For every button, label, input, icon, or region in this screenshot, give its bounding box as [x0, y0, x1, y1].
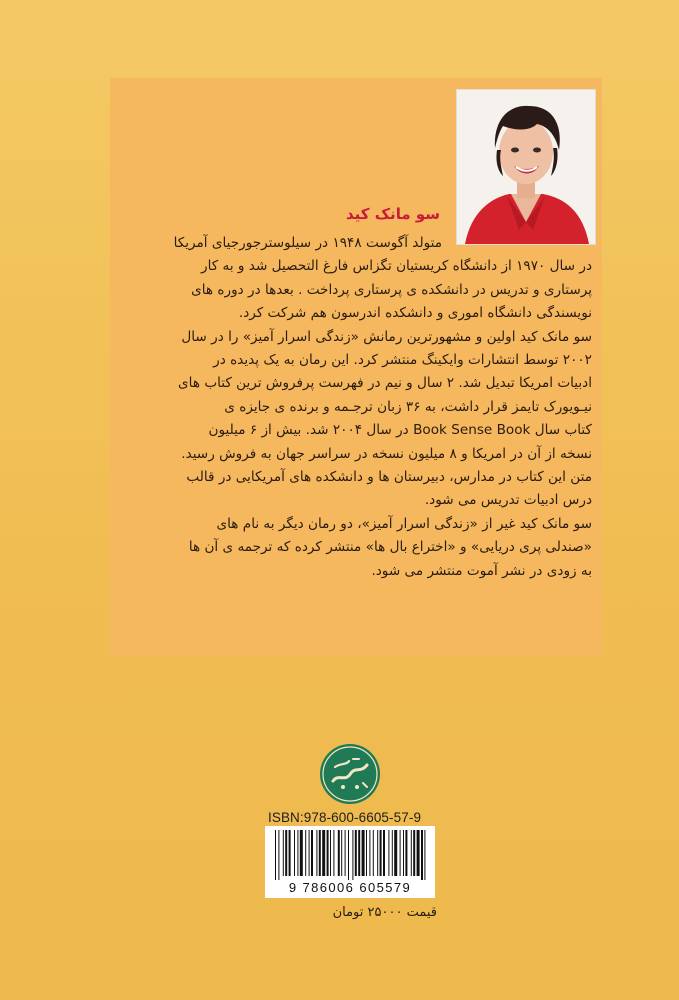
publisher-seal-icon [319, 743, 381, 805]
bio-line: کتاب سال Book Sense Book در سال ۲۰۰۴ شد. بیش از ۶ میلیون [208, 422, 592, 439]
isbn-label: ISBN:978-600-6605-57-9 [268, 810, 422, 825]
barcode-digits: 9 786006 605579 [288, 880, 412, 895]
barcode-bars-icon [265, 826, 435, 882]
bio-line: متن این کتاب در مدارس، دبیرستان ها و دانشکده های آمریکایی در قالب [186, 469, 592, 486]
bio-line: سو مانک کید غیر از «زندگی اسرار آمیز»، دو رمان دیگر به نام های [216, 515, 592, 532]
author-biography [120, 232, 592, 583]
bio-line: ۲۰۰۲ توسط انتشارات وایکینگ منتشر کرد. این رمان به یک پدیده در [213, 352, 592, 369]
bio-line: متولد آگوست ۱۹۴۸ در سیلوسترجورجیای آمریکا [173, 235, 442, 251]
bio-line: پرستاری و تدریس در دانشکده ی پرستاری پرداخت . بعدها در دوره های [191, 281, 592, 298]
bio-line: «صندلی پری دریایی» و «اختراع بال ها» منتشر کرده که ترجمه ی آن ها [188, 539, 592, 556]
publisher-logo [319, 743, 381, 805]
bio-line: نسخه از آن در امریکا و ۸ میلیون نسخه در سراسر جهان به فروش رسید. [181, 445, 592, 462]
price-label: قیمت ۲۵۰۰۰ تومان [332, 905, 437, 920]
author-name: سو مانک کید [345, 205, 440, 223]
bio-line: درس ادبیات تدریس می شود. [424, 492, 592, 509]
author-photo [456, 89, 596, 245]
bio-line: در سال ۱۹۷۰ از دانشگاه کریستیان تگزاس فارغ التحصیل شد و به کار [201, 258, 592, 275]
bio-line: سو مانک کید اولین و مشهورترین رمانش «زندگی اسرار آمیز» را در سال [181, 328, 592, 345]
bio-line: ادبیات امریکا تبدیل شد. ۲ سال و نیم در فهرست پرفروش ترین کتاب های [178, 375, 592, 392]
author-portrait-icon [457, 90, 595, 244]
bio-line: به زودی در نشر آموت منتشر می شود. [371, 562, 592, 579]
bio-line: نیـویورک تایمز قرار داشت، به ۳۶ زبان ترجـمه و برنده ی جایزه ی [224, 398, 592, 415]
bio-line: نویسندگی دانشگاه اموری و دانشکده اندرسون هم شرکت کرد. [238, 305, 592, 322]
